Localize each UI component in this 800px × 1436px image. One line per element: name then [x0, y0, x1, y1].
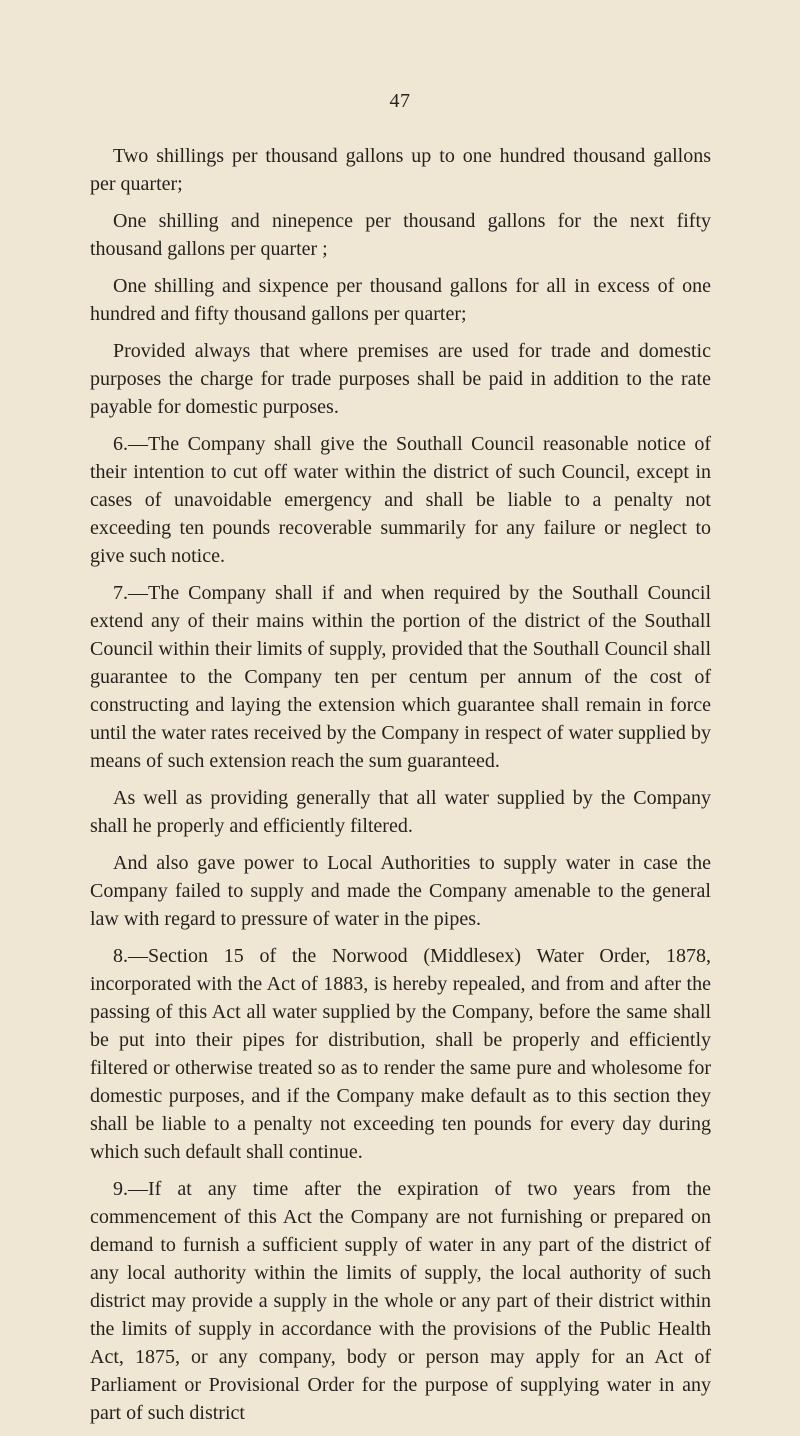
paragraph-text: One shilling and sixpence per thousand gallons for all in excess of one hundred and fifty thousand gallons per quarter;	[90, 275, 711, 325]
paragraph-section-7	[90, 579, 711, 775]
paragraph-section-8	[90, 942, 711, 1166]
paragraph-text: As well as providing generally that all water supplied by the Company shall he properly and efficiently filtered.	[90, 787, 711, 837]
paragraph-filtering	[90, 784, 711, 840]
paragraph-rate-ninepence	[90, 207, 711, 263]
paragraph-text: 7.—The Company shall if and when required by the Southall Council extend any of their mains within the portion of the district of the Southall Council within their limits of supply, provided that the Southall Council shall guarantee to the Company ten per centum per annum of the cost of constructing and laying the extension which guarantee shall remain in force until the water rates received by the Company in respect of water supplied by means of such extension reach the sum guaranteed.	[90, 582, 711, 772]
paragraph-text: One shilling and ninepence per thousand gallons for the next fifty thousand gallons per quarter ;	[90, 210, 711, 260]
paragraph-text: 9.—If at any time after the expiration of two years from the commencement of this Act the Company are not furnishing or prepared on demand to furnish a sufficient supply of water in any part of the district of any local authority within the limits of supply, the local authority of such district may provide a supply in the whole or any part of their district within the limits of supply in accordance with the provisions of the Public Health Act, 1875, or any company, body or person may apply for an Act of Parliament or Provisional Order for the purpose of supplying water in any part of such district	[90, 1178, 711, 1424]
paragraph-text: 6.—The Company shall give the Southall Council reasonable notice of their intention to cut off water within the district of such Council, except in cases of unavoidable emergency and shall be liable to a penalty not exceeding ten pounds recoverable summarily for any failure or neglect to give such notice.	[90, 433, 711, 567]
paragraph-rate-two-shillings	[90, 142, 711, 198]
paragraph-text: Two shillings per thousand gallons up to one hundred thousand gallons per quarter;	[90, 145, 711, 195]
paragraph-local-authorities	[90, 849, 711, 933]
paragraph-text: 8.—Section 15 of the Norwood (Middlesex) Water Order, 1878, incorporated with the Act of 1883, is hereby repealed, and from and after the passing of this Act all water supplied by the Company, before the same shall be put into their pipes for distribution, shall be properly and efficiently filtered or otherwise treated so as to render the same pure and wholesome for domestic purposes, and if the Company make default as to this section they shall be liable to a penalty not exceeding ten pounds for every day during which such default shall continue.	[90, 945, 711, 1163]
paragraph-section-9	[90, 1175, 711, 1427]
paragraph-text: Provided always that where premises are used for trade and domestic purposes the charge for trade purposes shall be paid in addition to the rate payable for domestic purposes.	[90, 340, 711, 418]
page-number: 47	[389, 90, 411, 112]
paragraph-rate-sixpence	[90, 272, 711, 328]
body-text	[90, 142, 711, 1436]
paragraph-proviso	[90, 337, 711, 421]
paragraph-section-6	[90, 430, 711, 570]
paragraph-text: And also gave power to Local Authorities to supply water in case the Company failed to supply and made the Company amenable to the general law with regard to pressure of water in the pipes.	[90, 852, 711, 930]
